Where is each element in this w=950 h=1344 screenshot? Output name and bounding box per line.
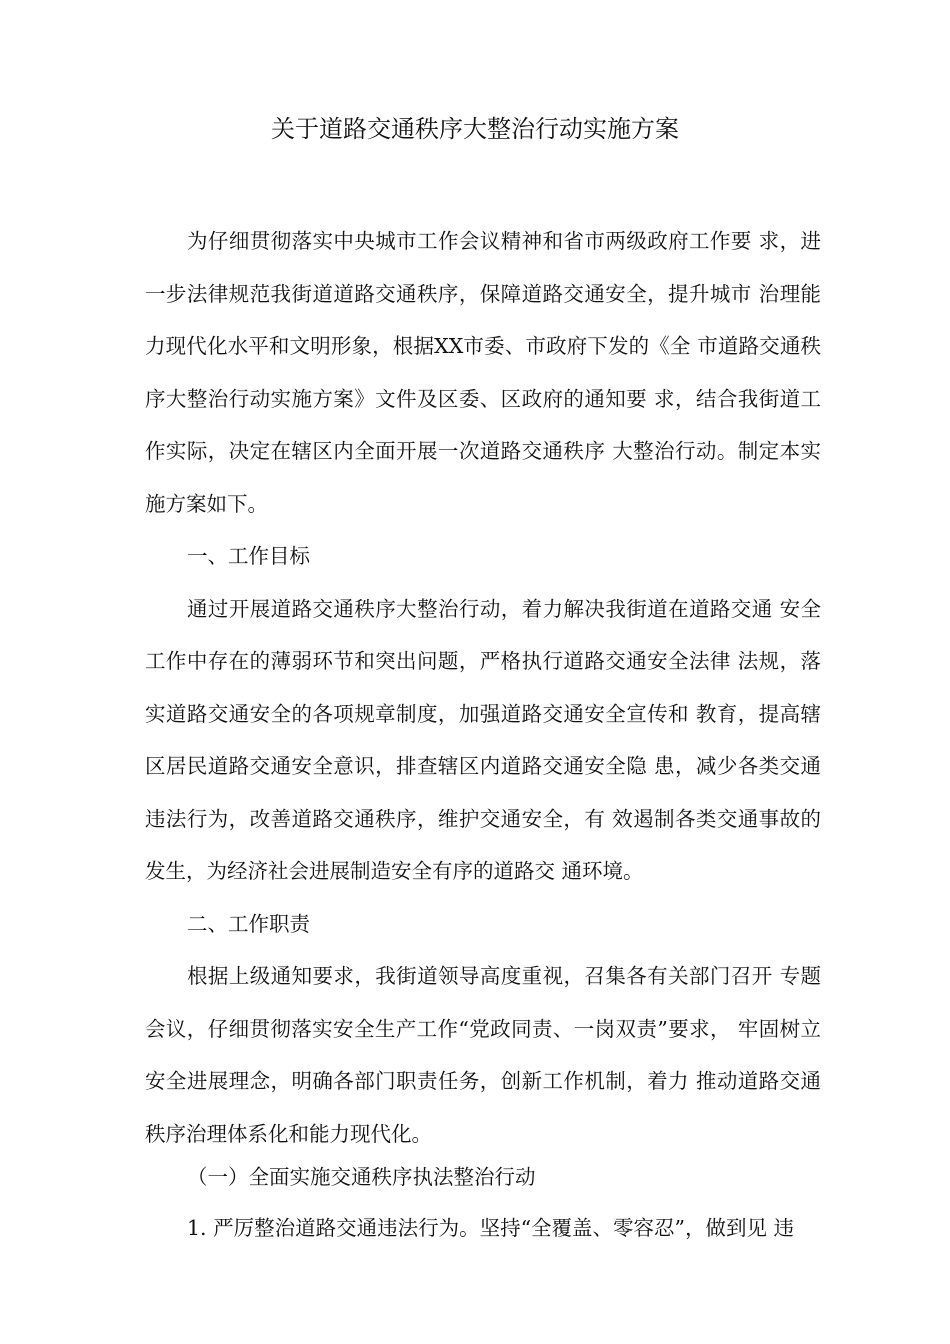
section-1-heading: 一、工作目标	[187, 544, 310, 568]
section-1-body: 通过开展道路交通秩序大整治行动，着力解决我街道在道路交通 安全工作中存在的薄弱环节和突出问题，严格执行道路交通安全法律 法规，落实道路交通安全的各项规章制度，加强道路交通安全宣传和 教育，提高辖区居民道路交通安全意识，排查辖区内道路交通安全隐 患，减少各类交通违法行为，改善道路交通秩序，维护交通安全，有 效遏制各类交通事故的发生，为经济社会进展制造安全有序的道路交 通环境。	[145, 596, 821, 883]
item-1-paragraph: 1. 严厉整治道路交通违法行为。坚持“全覆盖、零容忍”，做到见 违	[187, 1216, 795, 1240]
document-title: 关于道路交通秩序大整治行动实施方案	[271, 115, 679, 143]
section-2-heading: 二、工作职责	[187, 911, 310, 936]
section-2-body: 根据上级通知要求，我街道领导高度重视，召集各有关部门召开 专题会议，仔细贯彻落实安全生产工作“党政同责、一岗双责”要求， 牢固树立安全进展理念，明确各部门职责任务，创新工作机制，着力 推动道路交通秩序治理体系化和能力现代化。	[145, 964, 821, 1146]
subsection-1-heading: （一）全面实施交通秩序执法整治行动	[187, 1165, 536, 1189]
document-body	[145, 215, 821, 1255]
intro-paragraph: 为仔细贯彻落实中央城市工作会议精神和省市两级政府工作要 求，进一步法律规范我街道道路交通秩序，保障道路交通安全，提升城市 治理能力现代化水平和文明形象，根据XX市委、市政府下发的《全 市道路交通秩序大整治行动实施方案》文件及区委、区政府的通知要 求，结合我街道工作实际，决定在辖区内全面开展一次道路交通秩序 大整治行动。制定本实施方案如下。	[145, 229, 821, 516]
